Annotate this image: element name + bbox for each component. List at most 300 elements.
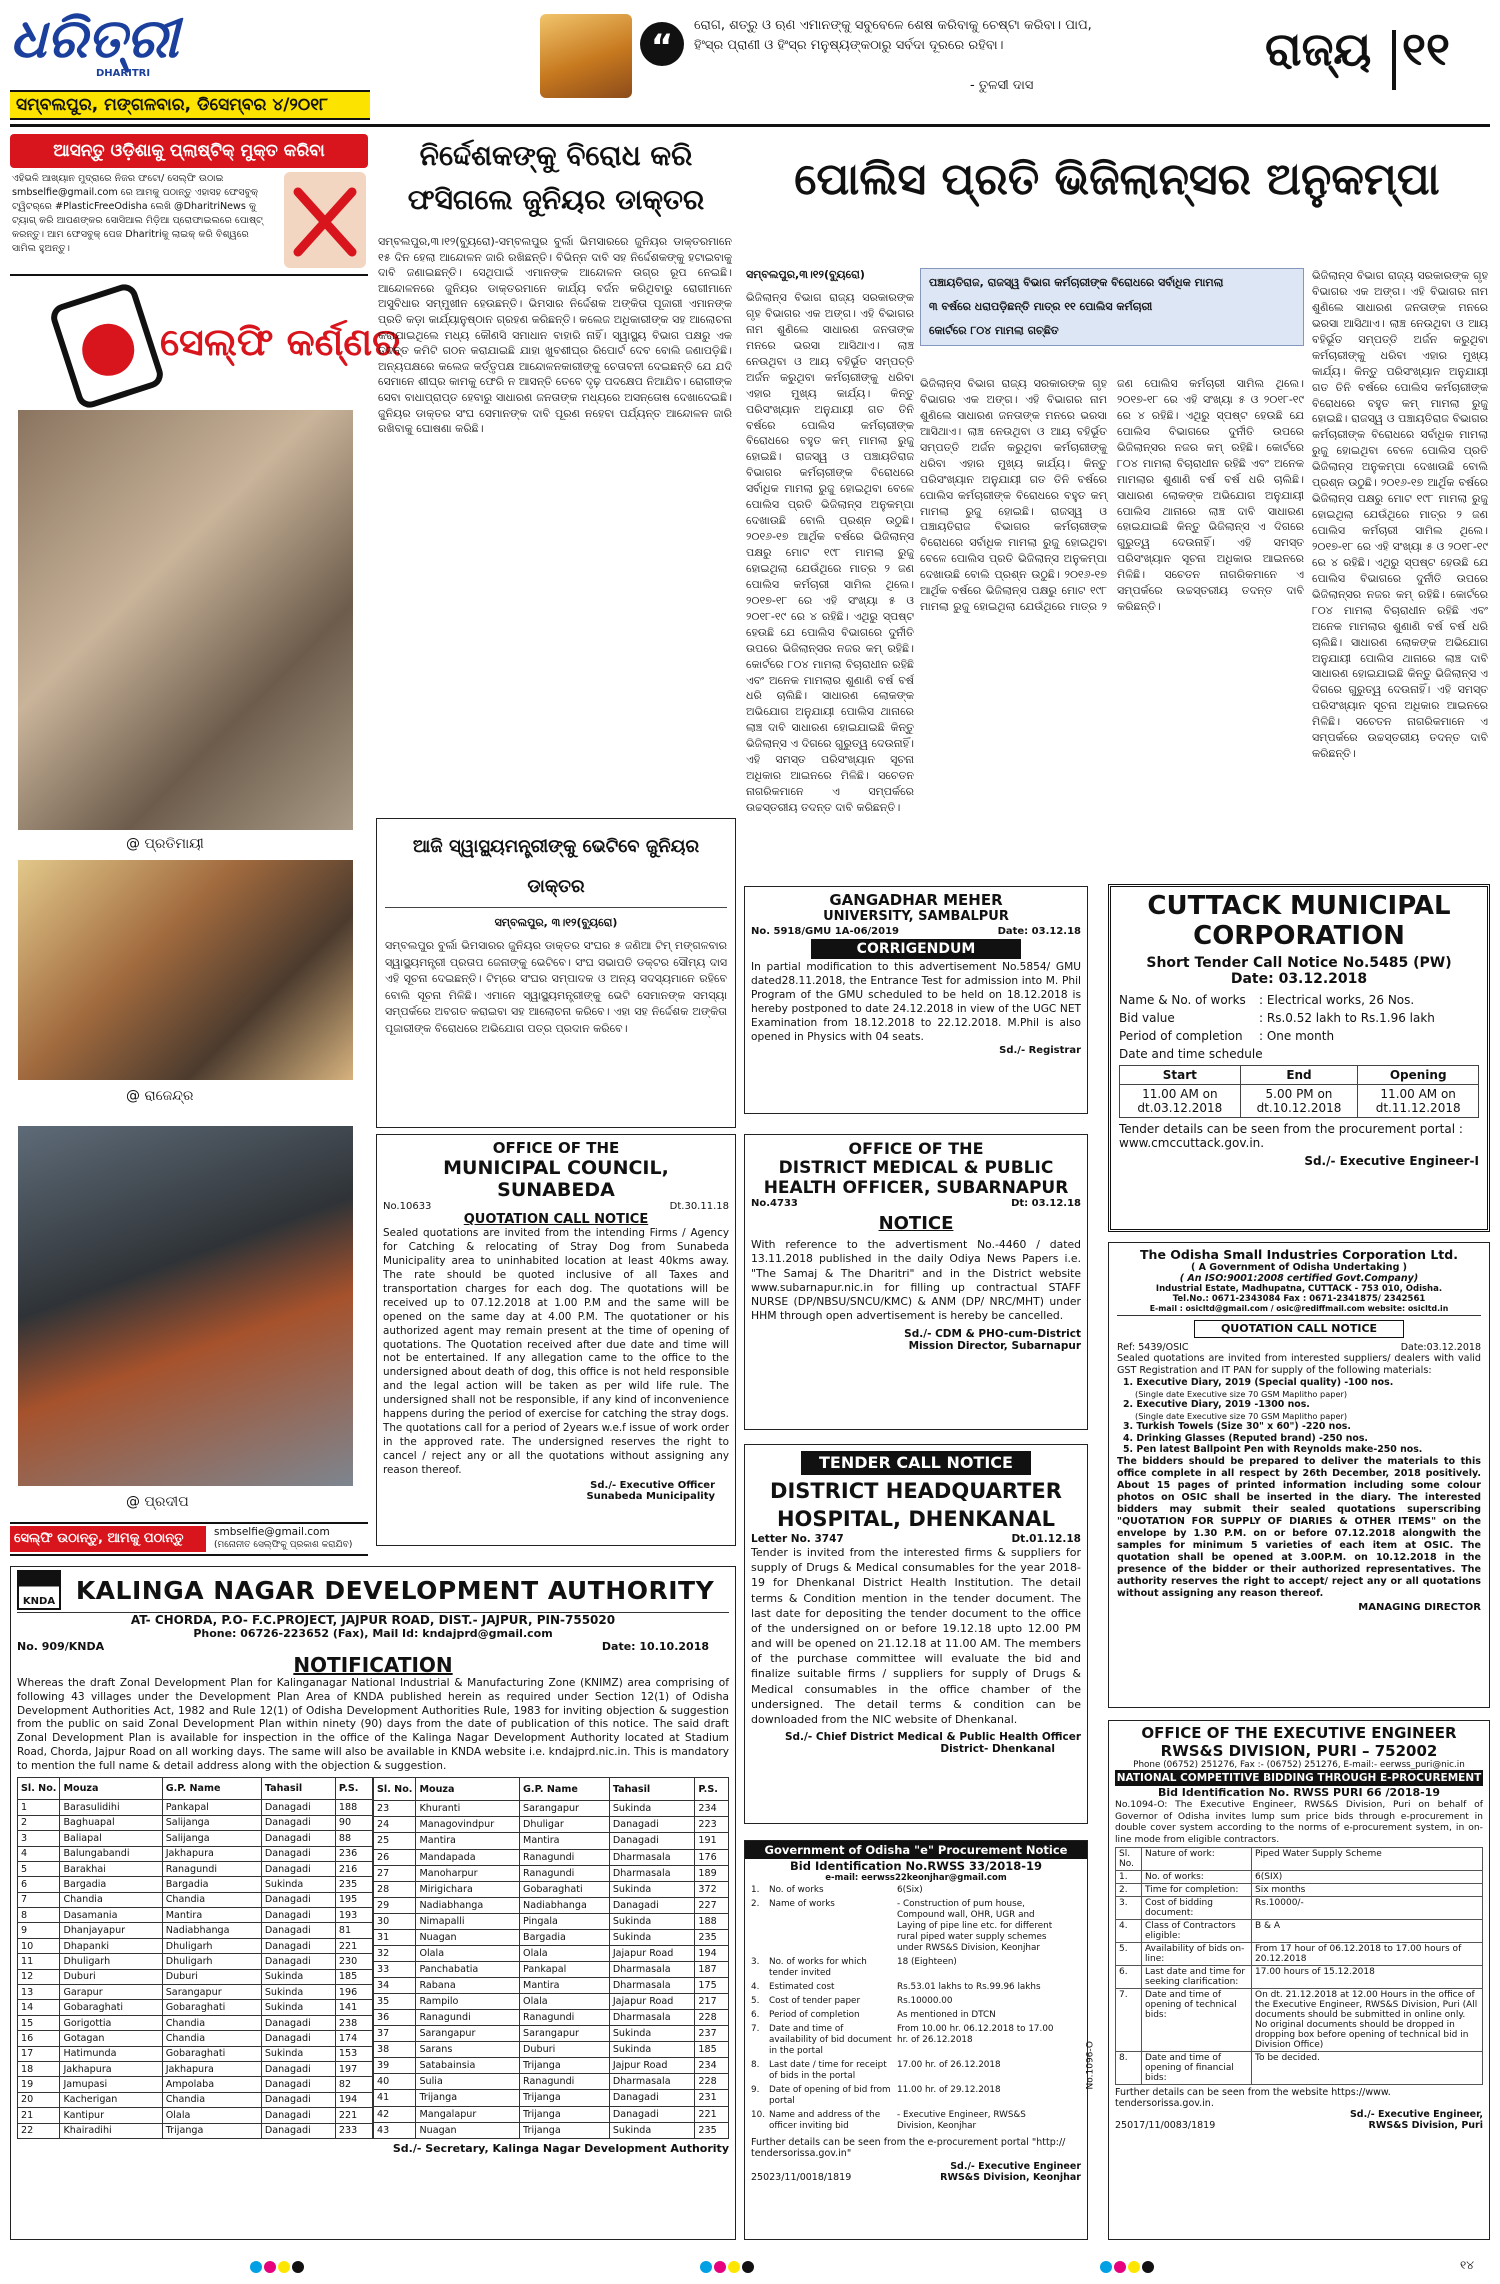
cmyk-marks-1 — [250, 2258, 306, 2277]
knda-cell: Olala — [162, 2108, 261, 2123]
osic-title: The Odisha Small Industries Corporation Ltd. — [1140, 1247, 1458, 1262]
cmc-row2-label: Bid value — [1119, 1011, 1175, 1025]
knda-date: Date: 10.10.2018 — [601, 1640, 709, 1653]
story3-byline: ସମ୍ବଲପୁର,୩।୧୨(ବ୍ୟୁରୋ) — [746, 268, 865, 281]
knda-cell: 22 — [18, 2123, 60, 2138]
knda-cell: Sukinda — [609, 1913, 695, 1929]
story1-headline-line1: ନିର୍ଦ୍ଦେଶକଙ୍କୁ ବିରୋଧ କରି — [419, 139, 693, 172]
knda-cell: 2 — [18, 1815, 60, 1830]
knda-cell: 20 — [18, 2092, 60, 2107]
keonjhar-row — [751, 2010, 1065, 2021]
sunabeda-ref: No.10633 — [383, 1201, 432, 1212]
knda-cell: Trijanga — [520, 2106, 610, 2122]
selfie-caption-3: @ ପ୍ରଦୀପ — [126, 1494, 189, 1510]
knda-cell: Sukinda — [609, 1929, 695, 1945]
cmc-head-end: End — [1240, 1066, 1358, 1085]
knda-cell: Danagadi — [261, 2062, 335, 2077]
knda-cell: 36 — [374, 2010, 416, 2026]
cmc-row3-value: : One month — [1259, 1029, 1335, 1043]
knda-cell: Sarangapur — [520, 2026, 610, 2042]
knda-cell: Danagadi — [261, 1815, 335, 1830]
knda-cell: 9 — [18, 1923, 60, 1938]
knda-cell: Kacherigan — [60, 2092, 162, 2107]
knda-row — [18, 1861, 373, 1876]
knda-cell: Manoharpur — [416, 1865, 520, 1881]
keonjhar-row-value: - Construction of pum house, Compound wall, OHR, UGR and Laying of pipe line etc. for different rural piped water supply schemes under RWS&S Division, Keonjhar — [897, 1898, 1053, 1953]
cmc-title1: CUTTACK MUNICIPAL — [1147, 891, 1451, 921]
keonjhar-title: Government of Odisha "e" Procurement Notice — [745, 1841, 1087, 1859]
knda-cell: Danagadi — [261, 2077, 335, 2092]
story1-headline-line2: ଫସିଗଲେ ଜୁନିୟର ଡାକ୍ତର — [407, 183, 705, 216]
knda-row — [18, 1892, 373, 1907]
plastic-body: ଏହିଭଳି ଆଖ୍ୟାନ ମୁଦ୍ରାରେ ନିଜର ଫଟୋ/ ସେଲ୍ଫି ଉଠାଇ smbselfie@gmail.com ରେ ଆମକୁ ପଠାନ୍ତୁ ଏହାସହ ଫେସବୁକ୍ ଟ୍ୱିଟର୍‌ରେ #PlasticFreeOdisha ଲେଖି @DharitriNews କୁ ଟ୍ୟାଗ୍ କରି ଆପଣଙ୍କର ସୋସିଆଲ ମିଡ଼ିଆ ପ୍ରୋଫାଇଲରେ ପୋଷ୍ଟ୍ କରନ୍ତୁ। ଆମ ଫେସବୁକ୍ ପେଜ Dharitriକୁ ଲାଇକ୍ କରି ବିଶ୍ୱରେ ସାମିଲ ହୁଅନ୍ତୁ। — [12, 173, 263, 254]
knda-cell: 153 — [335, 2046, 372, 2061]
knda-cell: Dhapanki — [60, 1938, 162, 1953]
sunabeda-sign2: Sunabeda Municipality — [586, 1490, 715, 1502]
ad-knda — [10, 1566, 736, 2240]
knda-cell: Rampilo — [416, 1994, 520, 2010]
knda-cell: Pankapal — [162, 1800, 261, 1815]
knda-row — [374, 2010, 729, 2026]
knda-cell: 174 — [335, 2031, 372, 2046]
knda-cell: Chandia — [162, 1892, 261, 1907]
puri-cell: B & A — [1252, 1920, 1483, 1943]
osic-intro: Sealed quotations are invited from interested suppliers/ dealers with valid GST Registration and IT PAN for supply of the following materials: — [1117, 1353, 1481, 1376]
osic-sub2: ( An ISO:9001:2008 certified Govt.Company) — [1179, 1273, 1419, 1284]
osic-body: The bidders should be prepared to deliver the materials to this office complete in all respect by 26th December, 2018 positively. About 15 pages of printed information including some colour photos on OSIC shall be inserted in the diary. The interested bidders may submit their sealed quotations superscribing "QUOTATION FOR SUPPLY OF DIARIES & OTHER ITEMS" on the envelope by 1.30 P.M. on or before 07.12.2018 alongwith the samples for minimum 5 varieties of each item at OSIC. The quotation shall be opened at 3.00P.M. on 10.12.2018 in the presence of the bidder or their authorized representatives. The authority reserves the right to accept/ reject any or all quotations without assigning any reason thereof. — [1117, 1456, 1481, 1600]
knda-cell: Mantira — [520, 1978, 610, 1994]
knda-cell: Nuagan — [416, 1929, 520, 1945]
osic-item-3: 3. Turkish Towels (Size 30" x 60") -220 nos. — [1123, 1420, 1351, 1432]
knda-cell: 4 — [18, 1846, 60, 1861]
gmu-body: In partial modification to this advertisement No.5854/ GMU dated28.11.2018, the Entrance Test for admission into M. Phil Program of the GMU scheduled to be held on 18.12.2018 is hereby postponed to date 24.12.2018 in view of the UGC NET Examination from 18.12.2018 to 22.12.2018. M.Phil is also opened in Physics with 04 seats. — [751, 961, 1081, 1043]
puri-head-sl: Sl. No. — [1116, 1848, 1142, 1871]
knda-cell: 197 — [335, 2062, 372, 2077]
puri-row — [1116, 1920, 1483, 1943]
no-plastic-icon — [284, 172, 366, 268]
knda-cell: Sukinda — [609, 2042, 695, 2058]
keonjhar-row-value: As mentioned in DTCN — [897, 2009, 996, 2020]
puri-row — [1116, 2052, 1483, 2085]
story3-highlight-3: କୋର୍ଟରେ ୮୦୪ ମାମଲା ଗଚ୍ଛିତ — [929, 324, 1059, 337]
knda-cell: 39 — [374, 2058, 416, 2074]
puri-head-nature: Nature of work: — [1142, 1848, 1252, 1871]
cmyk-marks-2 — [700, 2258, 756, 2277]
knda-row — [18, 1954, 373, 1969]
knda-cell: Dhuligar — [520, 1817, 610, 1833]
knda-cell: Dhuligarh — [162, 1938, 261, 1953]
knda-cell: Nadiabhanga — [416, 1897, 520, 1913]
osic-item-1: 1. Executive Diary, 2019 (Special quality) -100 nos. — [1123, 1376, 1394, 1388]
knda-row — [374, 1801, 729, 1817]
ad-gmu — [744, 886, 1088, 1114]
dateline-bar — [10, 90, 370, 120]
quote-mark-icon: “ — [640, 22, 684, 66]
knda-cell: Dharmasala — [609, 1961, 695, 1977]
quote-text: ରୋଗ, ଶତ୍ରୁ ଓ ଋଣ ଏମାନଙ୍କୁ ସବୁବେଳେ ଶେଷ କରିବାକୁ ଚେଷ୍ଟା କରିବା। ପାପ, ହିଂସ୍ର ପ୍ରାଣୀ ଓ ହିଂସ୍ର ମନୁଷ୍ୟଙ୍କଠାରୁ ସର୍ବଦା ଦୂରରେ ରହିବା। — [694, 18, 1092, 53]
story2-headline: ଆଜି ସ୍ୱାସ୍ଥ୍ୟମନ୍ତ୍ରୀଙ୍କୁ ଭେଟିବେ ଜୁନିୟର ଡାକ୍ତର — [385, 827, 727, 908]
selfie-photo-2 — [18, 860, 353, 1080]
knda-cell: 238 — [335, 2015, 372, 2030]
sunabeda-sign1: Sd./- Executive Officer — [590, 1479, 715, 1491]
knda-cell: 217 — [695, 1994, 729, 2010]
dmho-label: NOTICE — [878, 1213, 954, 1234]
knda-label: NOTIFICATION — [293, 1653, 453, 1677]
knda-cell: Dhuligarh — [60, 1954, 162, 1969]
dhh-sign1: Sd./- Chief District Medical & Public Health Officer — [784, 1731, 1081, 1744]
knda-cell: Jajapur Road — [609, 1994, 695, 2010]
keonjhar-row-no: 6. — [751, 2009, 760, 2020]
puri-cell: 17.00 hours of 15.12.2018 — [1252, 1966, 1483, 1989]
knda-row — [374, 1978, 729, 1994]
knda-cell: Gobaraghati — [162, 2000, 261, 2015]
knda-cell: Dharmasala — [609, 2010, 695, 2026]
keonjhar-row-no: 4. — [751, 1981, 760, 1992]
ad-puri — [1108, 1720, 1490, 2240]
gmu-title1: GANGADHAR MEHER — [829, 891, 1003, 909]
puri-cell: 2. — [1116, 1884, 1142, 1897]
selfie-footer — [10, 1522, 368, 1556]
knda-ref: No. 909/KNDA — [17, 1640, 105, 1653]
knda-cell: Khairadihi — [60, 2123, 162, 2138]
knda-cell: 82 — [335, 2077, 372, 2092]
knda-head-sl-2: Sl. No. — [374, 1778, 416, 1801]
ad-dhh — [744, 1444, 1088, 1824]
knda-cell: 194 — [695, 1945, 729, 1961]
knda-cell: Chandia — [162, 2092, 261, 2107]
selfie-title: ସେଲ୍ଫି କର୍ଣ୍ଣର — [160, 320, 401, 364]
plastic-banner — [10, 134, 368, 168]
knda-cell: 42 — [374, 2106, 416, 2122]
knda-cell: 13 — [18, 1985, 60, 2000]
knda-cell: Sarangapur — [162, 1985, 261, 2000]
puri-cell: 4. — [1116, 1920, 1142, 1943]
knda-cell: Danagadi — [261, 1800, 335, 1815]
knda-cell: Barakhai — [60, 1861, 162, 1876]
knda-cell: Sukinda — [261, 1969, 335, 1984]
keonjhar-row — [751, 1996, 1065, 2007]
knda-cell: Ranagundi — [520, 1865, 610, 1881]
knda-cell: 235 — [695, 1929, 729, 1945]
knda-cell: Danagadi — [609, 2090, 695, 2106]
knda-cell: Dharmasala — [609, 2074, 695, 2090]
knda-cell: 8 — [18, 1908, 60, 1923]
knda-cell: Jajpur Road — [609, 2058, 695, 2074]
puri-cell: 8. — [1116, 2052, 1142, 2085]
knda-cell: 30 — [374, 1913, 416, 1929]
knda-cell: 88 — [335, 1831, 372, 1846]
knda-cell: Olala — [416, 1945, 520, 1961]
knda-cell: Jakhapura — [60, 2062, 162, 2077]
knda-row — [18, 1938, 373, 1953]
knda-cell: 221 — [335, 1938, 372, 1953]
knda-cell: 189 — [695, 1865, 729, 1881]
knda-cell: Baghuapal — [60, 1815, 162, 1830]
knda-cell: 187 — [695, 1961, 729, 1977]
cmc-schedule: Date and time schedule — [1119, 1047, 1263, 1061]
knda-row — [18, 1923, 373, 1938]
puri-cell: 6. — [1116, 1966, 1142, 1989]
puri-cell: Class of Contractors eligible: — [1142, 1920, 1252, 1943]
puri-cell: No. of works: — [1142, 1871, 1252, 1884]
knda-cell: Trijanga — [520, 2122, 610, 2138]
knda-cell: 195 — [335, 1892, 372, 1907]
knda-row — [374, 2074, 729, 2090]
knda-cell: Kantipur — [60, 2108, 162, 2123]
knda-row — [18, 2077, 373, 2092]
story3-highlight-2: ୩ ବର୍ଷରେ ଧରାପଡ଼ିଛନ୍ତି ମାତ୍ର ୧୧ ପୋଲିସ କର୍ମଚାରୀ — [929, 300, 1153, 313]
knda-row — [374, 2122, 729, 2138]
knda-cell: Mirigichara — [416, 1881, 520, 1897]
masthead-rule — [10, 124, 1490, 127]
selfie-footer-email: smbselfie@gmail.com — [214, 1526, 330, 1538]
keonjhar-row-label: Cost of tender paper — [769, 1995, 861, 2006]
knda-addr: AT- CHORDA, P.O- F.C.PROJECT, JAJPUR ROAD, DIST.- JAJPUR, PIN-755020 — [130, 1613, 616, 1627]
knda-cell: 27 — [374, 1865, 416, 1881]
footer-page-mark: ୧୪ — [1460, 2258, 1474, 2272]
quote-portrait — [540, 14, 632, 98]
knda-cell: Danagadi — [609, 1817, 695, 1833]
knda-cell: Managovindpur — [416, 1817, 520, 1833]
puri-cell: Last date and time for seeking clarification: — [1142, 1966, 1252, 1989]
knda-cell: Sarans — [416, 2042, 520, 2058]
knda-body: Whereas the draft Zonal Development Plan for Kalinganagar National Industrial & Manufacturing Zone (KNIMZ) area comprising of following 43 villages under the Development Plan Area of KNDA published herein as required under Section 12(1) of Odisha Development Authorities Act, 1982 and Rule 12(1) of Odisha Development Authorities Rule, 1983 for inviting objection & suggestion from the public on said Zonal Development Plan within ninety (90) days from the date of publication of this notice. The said draft Zonal Development Plan is available for inspection in the office of the Kalinga Nagar Development Authority located at Stadium Road, Chorda, Jajpur Road on all working days. The same will also be available in KNDA website i.e. kndajprd.nic.in. This is mandatory to mention the full name & detail address along with the objection & suggestion. — [17, 1677, 729, 1772]
keonjhar-footer: Further details can be seen from the e-procurement portal "http:// tendersorissa.gov.in" — [751, 2136, 1066, 2159]
knda-cell: Danagadi — [261, 1892, 335, 1907]
knda-cell: Gorigottia — [60, 2015, 162, 2030]
knda-cell: Danagadi — [261, 2015, 335, 2030]
knda-cell: Jajapur Road — [609, 1945, 695, 1961]
gmu-date: Date: 03.12.18 — [997, 926, 1081, 937]
dmho-sign1: Sd./- CDM & PHO-cum-District — [904, 1327, 1081, 1340]
dmho-date: Dt: 03.12.18 — [1011, 1198, 1081, 1209]
knda-cell: 1 — [18, 1800, 60, 1815]
keonjhar-row-value: 17.00 hr. of 26.12.2018 — [897, 2059, 1001, 2070]
knda-head-tahasil: Tahasil — [261, 1778, 335, 1800]
puri-row — [1116, 1871, 1483, 1884]
story3-headline: ପୋଲିସ ପ୍ରତି ଭିଜିଲାନ୍ସର ଅନୁକମ୍ପା — [794, 154, 1440, 205]
keonjhar-sign2: RWS&S Division, Keonjhar — [940, 2171, 1081, 2183]
knda-row — [18, 1969, 373, 1984]
knda-cell: Nadiabhanga — [162, 1923, 261, 1938]
knda-row — [18, 2092, 373, 2107]
puri-cell: 6(SIX) — [1252, 1871, 1483, 1884]
knda-table-left — [17, 1777, 373, 2139]
knda-cell: 7 — [18, 1892, 60, 1907]
keonjhar-rows — [745, 1883, 1087, 2132]
knda-cell: Baliapal — [60, 1831, 162, 1846]
cmc-row1-label: Name & No. of works — [1119, 993, 1246, 1007]
knda-cell: 223 — [695, 1817, 729, 1833]
dhh-title2: HOSPITAL, DHENKANAL — [776, 1507, 1056, 1531]
puri-intro: No.1094-O: The Executive Engineer, RWS&S Division, Puri on behalf of Governor of Odisha invites lump sum price bids through e-procurement in double cover system according to the norms of e-procurement system, in on-line mode from eligible contractors. — [1115, 1799, 1483, 1845]
knda-cell: 28 — [374, 1881, 416, 1897]
knda-cell: Ranagundi — [520, 1849, 610, 1865]
cmc-head-start: Start — [1120, 1066, 1241, 1085]
keonjhar-row-no: 3. — [751, 1956, 760, 1967]
story2-byline: ସମ୍ବଲପୁର, ୩।୧୨(ବ୍ୟୁରୋ) — [494, 916, 618, 929]
gmu-ref: No. 5918/GMU 1A-06/2019 — [751, 926, 900, 937]
knda-cell: Salijanga — [162, 1831, 261, 1846]
keonjhar-row-label: Last date / time for receipt of bids in the portal — [769, 2059, 887, 2081]
knda-row — [18, 1908, 373, 1923]
knda-cell: Duburi — [162, 1969, 261, 1984]
keonjhar-row — [751, 2060, 1065, 2082]
knda-cell: 216 — [335, 1861, 372, 1876]
knda-logo — [17, 1570, 61, 1610]
osic-ref: Ref: 5439/OSIC — [1117, 1342, 1189, 1353]
story3-highlight-1: ପଞ୍ଚାୟତିରାଜ, ରାଜସ୍ୱ ବିଭାଗ କର୍ମଚାରୀଙ୍କ ବିରୋଧରେ ସର୍ବାଧିକ ମାମଲା — [929, 276, 1224, 289]
knda-cell: 6 — [18, 1877, 60, 1892]
knda-cell: 90 — [335, 1815, 372, 1830]
knda-cell: Sukinda — [261, 1985, 335, 2000]
knda-cell: Panchabatia — [416, 1961, 520, 1977]
knda-row — [374, 1929, 729, 1945]
knda-cell: Khuranti — [416, 1801, 520, 1817]
puri-row — [1116, 1897, 1483, 1920]
puri-cell: 3. — [1116, 1897, 1142, 1920]
ad-cmc — [1108, 884, 1490, 1232]
keonjhar-row-no: 5. — [751, 1995, 760, 2006]
keonjhar-row-value: Rs.10000.00 — [897, 1995, 953, 2006]
knda-cell: Danagadi — [609, 2106, 695, 2122]
knda-cell: Ampolaba — [162, 2077, 261, 2092]
knda-cell: 227 — [695, 1897, 729, 1913]
knda-cell: 17 — [18, 2046, 60, 2061]
puri-cell: From 17 hour of 06.12.2018 to 17.00 hours of 20.12.2018 — [1252, 1943, 1483, 1966]
puri-cell: To be decided. — [1252, 2052, 1483, 2085]
keonjhar-row-value: - Executive Engineer, RWS&S Division, Keonjhar — [897, 2109, 1026, 2131]
cmc-notice: Short Tender Call Notice No.5485 (PW) — [1146, 955, 1452, 971]
knda-cell: 372 — [695, 1881, 729, 1897]
knda-cell: Danagadi — [261, 2108, 335, 2123]
gmu-label: CORRIGENDUM — [811, 939, 1021, 959]
keonjhar-row-no: 8. — [751, 2059, 760, 2070]
knda-logo-text: KNDA — [22, 1596, 56, 1607]
puri-sign2: RWS&S Division, Puri — [1368, 2120, 1483, 2131]
knda-row — [374, 2058, 729, 2074]
knda-row — [374, 2106, 729, 2122]
knda-cell: 41 — [374, 2090, 416, 2106]
knda-cell: Salijanga — [162, 1815, 261, 1830]
puri-code: 25017/11/0083/1819 — [1115, 2120, 1216, 2131]
puri-phone: Phone (06752) 251276, Fax :- (06752) 251276, E-mail:- eerwss_puri@nic.in — [1133, 1760, 1465, 1770]
knda-cell: Jakhapura — [162, 1846, 261, 1861]
quote-author: - ତୁଳସୀ ଦାସ — [970, 78, 1034, 93]
dhh-date: Dt.01.12.18 — [1011, 1533, 1081, 1545]
masthead-logo — [10, 8, 230, 88]
knda-cell: Trijanga — [520, 2090, 610, 2106]
knda-cell: Dhuligarh — [162, 1954, 261, 1969]
knda-head-gp: G.P. Name — [162, 1778, 261, 1800]
knda-cell: 175 — [695, 1978, 729, 1994]
selfie-photo-1 — [18, 410, 353, 830]
dmho-title2: DISTRICT MEDICAL & PUBLIC — [778, 1158, 1054, 1178]
keonjhar-sign1: Sd./- Executive Engineer — [950, 2160, 1081, 2172]
puri-cell: 5. — [1116, 1943, 1142, 1966]
knda-table-right — [373, 1777, 729, 2139]
puri-title2: RWS&S DIVISION, PURI – 752002 — [1160, 1742, 1438, 1760]
knda-cell: 234 — [695, 2058, 729, 2074]
knda-cell: Dharmasala — [609, 1849, 695, 1865]
knda-cell: Duburi — [520, 2042, 610, 2058]
knda-cell: 188 — [335, 1800, 372, 1815]
knda-row — [374, 2090, 729, 2106]
osic-item-1-note: (Single date Executive size 70 GSM Maplitho paper) — [1135, 1388, 1348, 1399]
knda-row — [18, 1831, 373, 1846]
knda-cell: 228 — [695, 2010, 729, 2026]
plastic-banner-text: ଆସନ୍ତୁ ଓଡ଼ିଶାକୁ ପ୍ଲାଷ୍ଟିକ୍ ମୁକ୍ତ କରିବା — [53, 141, 325, 161]
keonjhar-row-label: Name of works — [769, 1898, 835, 1909]
knda-cell: 33 — [374, 1961, 416, 1977]
knda-cell: 185 — [695, 2042, 729, 2058]
cmc-row1-value: : Electrical works, 26 Nos. — [1259, 993, 1415, 1007]
keonjhar-row — [751, 2024, 1065, 2057]
puri-cell: 1. — [1116, 1871, 1142, 1884]
keonjhar-row-no: 1. — [751, 1885, 760, 1895]
sunabeda-title2: MUNICIPAL COUNCIL, SUNABEDA — [443, 1157, 669, 1201]
osic-addr: Industrial Estate, Madhupatna, CUTTACK - 753 010, Odisha. — [1155, 1284, 1443, 1294]
knda-cell: 26 — [374, 1849, 416, 1865]
dhh-title1: DISTRICT HEADQUARTER — [770, 1479, 1062, 1503]
dhh-ref: Letter No. 3747 — [751, 1533, 844, 1545]
osic-sign: MANAGING DIRECTOR — [1358, 1602, 1481, 1614]
knda-row — [18, 2031, 373, 2046]
knda-cell: Sarangapur — [520, 1801, 610, 1817]
knda-cell: 141 — [335, 2000, 372, 2015]
knda-row — [18, 1815, 373, 1830]
knda-cell: Bargadia — [60, 1877, 162, 1892]
knda-cell: Danagadi — [261, 1923, 335, 1938]
knda-cell: Sarangapur — [416, 2026, 520, 2042]
knda-cell: Ranagundi — [162, 1861, 261, 1876]
puri-cell: Time for completion: — [1142, 1884, 1252, 1897]
knda-row — [18, 1985, 373, 2000]
knda-row — [374, 1945, 729, 1961]
story3-body-right: ଭିଜିଲାନ୍ସ ବିଭାଗ ରାଜ୍ୟ ସରକାରଙ୍କ ଗୃହ ବିଭାଗର ଏକ ଅଙ୍ଗ। ଏହି ବିଭାଗର ନାମ ଶୁଣିଲେ ସାଧାରଣ ଜନତାଙ୍କ ମନରେ ଭରସା ଆସିଥାଏ। ଲାଞ୍ଚ ନେଉଥିବା ଓ ଆୟ ବହିର୍ଭୂତ ସମ୍ପତ୍ତି ଅର୍ଜନ କରୁଥିବା କର୍ମଚାରୀଙ୍କୁ ଧରିବା ଏହାର ମୁଖ୍ୟ କାର୍ଯ୍ୟ। କିନ୍ତୁ ପରିସଂଖ୍ୟାନ ଅନୁଯାୟୀ ଗତ ତିନି ବର୍ଷରେ ପୋଲିସ କର୍ମଚାରୀଙ୍କ ବିରୋଧରେ ବହୁତ କମ୍ ମାମଲା ରୁଜୁ ହୋଇଛି। ରାଜସ୍ୱ ଓ ପଞ୍ଚାୟତିରାଜ ବିଭାଗର କର୍ମଚାରୀଙ୍କ ବିରୋଧରେ ସର୍ବାଧିକ ମାମଲା ରୁଜୁ ହୋଇଥିବା ବେଳେ ପୋଲିସ ପ୍ରତି ଭିଜିଲାନ୍ସ ଅନୁକମ୍ପା ଦେଖାଉଛି ବୋଲି ପ୍ରଶ୍ନ ଉଠୁଛି। ୨୦୧୬-୧୭ ଆର୍ଥିକ ବର୍ଷରେ ଭିଜିଲାନ୍ସ ପକ୍ଷରୁ ମୋଟ ୧୯୮ ମାମଲା ରୁଜୁ ହୋଇଥିଲା ଯେଉଁଥିରେ ମାତ୍ର ୨ ଜଣ ପୋଲିସ କର୍ମଚାରୀ ସାମିଲ ଥିଲେ। ୨୦୧୭-୧୮ ରେ ଏହି ସଂଖ୍ୟା ୫ ଓ ୨୦୧୮-୧୯ ରେ ୪ ରହିଛି। ଏଥିରୁ ସ୍ପଷ୍ଟ ହେଉଛି ଯେ ପୋଲିସ ବିଭାଗରେ ଦୁର୍ନୀତି ଉପରେ ଭିଜିଲାନ୍ସର ନଜର କମ୍ ରହିଛି। କୋର୍ଟରେ ୮୦୪ ମାମଲା ବିଚାରାଧୀନ ରହିଛି ଏବଂ ଅନେକ ମାମଲାର ଶୁଣାଣି ବର୍ଷ ବର୍ଷ ଧରି ଚାଲିଛି। ସାଧାରଣ ଲୋକଙ୍କ ଅଭିଯୋଗ ଅନୁଯାୟୀ ପୋଲିସ ଥାନାରେ ଲାଞ୍ଚ ଦାବି ସାଧାରଣ ହୋଇଯାଇଛି କିନ୍ତୁ ଭିଜିଲାନ୍ସ ଏ ଦିଗରେ ଗୁରୁତ୍ୱ ଦେଉନାହିଁ। ଏହି ସମସ୍ତ ପରିସଂଖ୍ୟାନ ସୂଚନା ଅଧିକାର ଆଇନରେ ମିଳିଛି। ସଚେତନ ନାଗରିକମାନେ ଏ ସମ୍ପର୍କରେ ଉଚ୍ଚସ୍ତରୀୟ ତଦନ୍ତ ଦାବି କରିଛନ୍ତି। — [1312, 269, 1488, 761]
sunabeda-title1: OFFICE OF THE — [492, 1139, 620, 1157]
knda-cell: 5 — [18, 1861, 60, 1876]
knda-row — [18, 1877, 373, 1892]
knda-cell: Chandia — [60, 1892, 162, 1907]
knda-cell: Danagadi — [261, 1938, 335, 1953]
keonjhar-row-value: Rs.53.01 lakhs to Rs.99.96 lakhs — [897, 1981, 1041, 1992]
section-name: ରାଜ୍ୟ — [1265, 22, 1372, 76]
gmu-sign: Sd./- Registrar — [999, 1044, 1081, 1056]
knda-cell: 235 — [335, 1877, 372, 1892]
knda-row — [374, 1833, 729, 1849]
knda-head-tahasil-2: Tahasil — [609, 1778, 695, 1801]
keonjhar-row — [751, 1885, 1065, 1896]
knda-head-ps-2: P.S. — [695, 1778, 729, 1801]
keonjhar-row — [751, 1899, 1065, 1954]
knda-cell: 19 — [18, 2077, 60, 2092]
knda-cell: Danagadi — [261, 2123, 335, 2138]
logo-sub: DHARITRI — [96, 68, 151, 79]
knda-cell: Sukinda — [261, 1877, 335, 1892]
knda-cell: 185 — [335, 1969, 372, 1984]
cmc-time-start: 11.00 AM on dt.03.12.2018 — [1120, 1085, 1241, 1118]
cmc-footer: Tender details can be seen from the procurement portal : www.cmccuttack.gov.in. — [1119, 1122, 1463, 1150]
knda-cell: 221 — [335, 2108, 372, 2123]
dmho-sign2: Mission Director, Subarnapur — [908, 1339, 1081, 1352]
osic-sub1: ( A Government of Odisha Undertaking ) — [1190, 1262, 1408, 1273]
page-number: ୧୧ — [1402, 22, 1450, 76]
keonjhar-row-label: No. of works — [769, 1885, 824, 1895]
knda-cell: Bargadia — [520, 1929, 610, 1945]
knda-row — [374, 1994, 729, 2010]
knda-row — [374, 1865, 729, 1881]
